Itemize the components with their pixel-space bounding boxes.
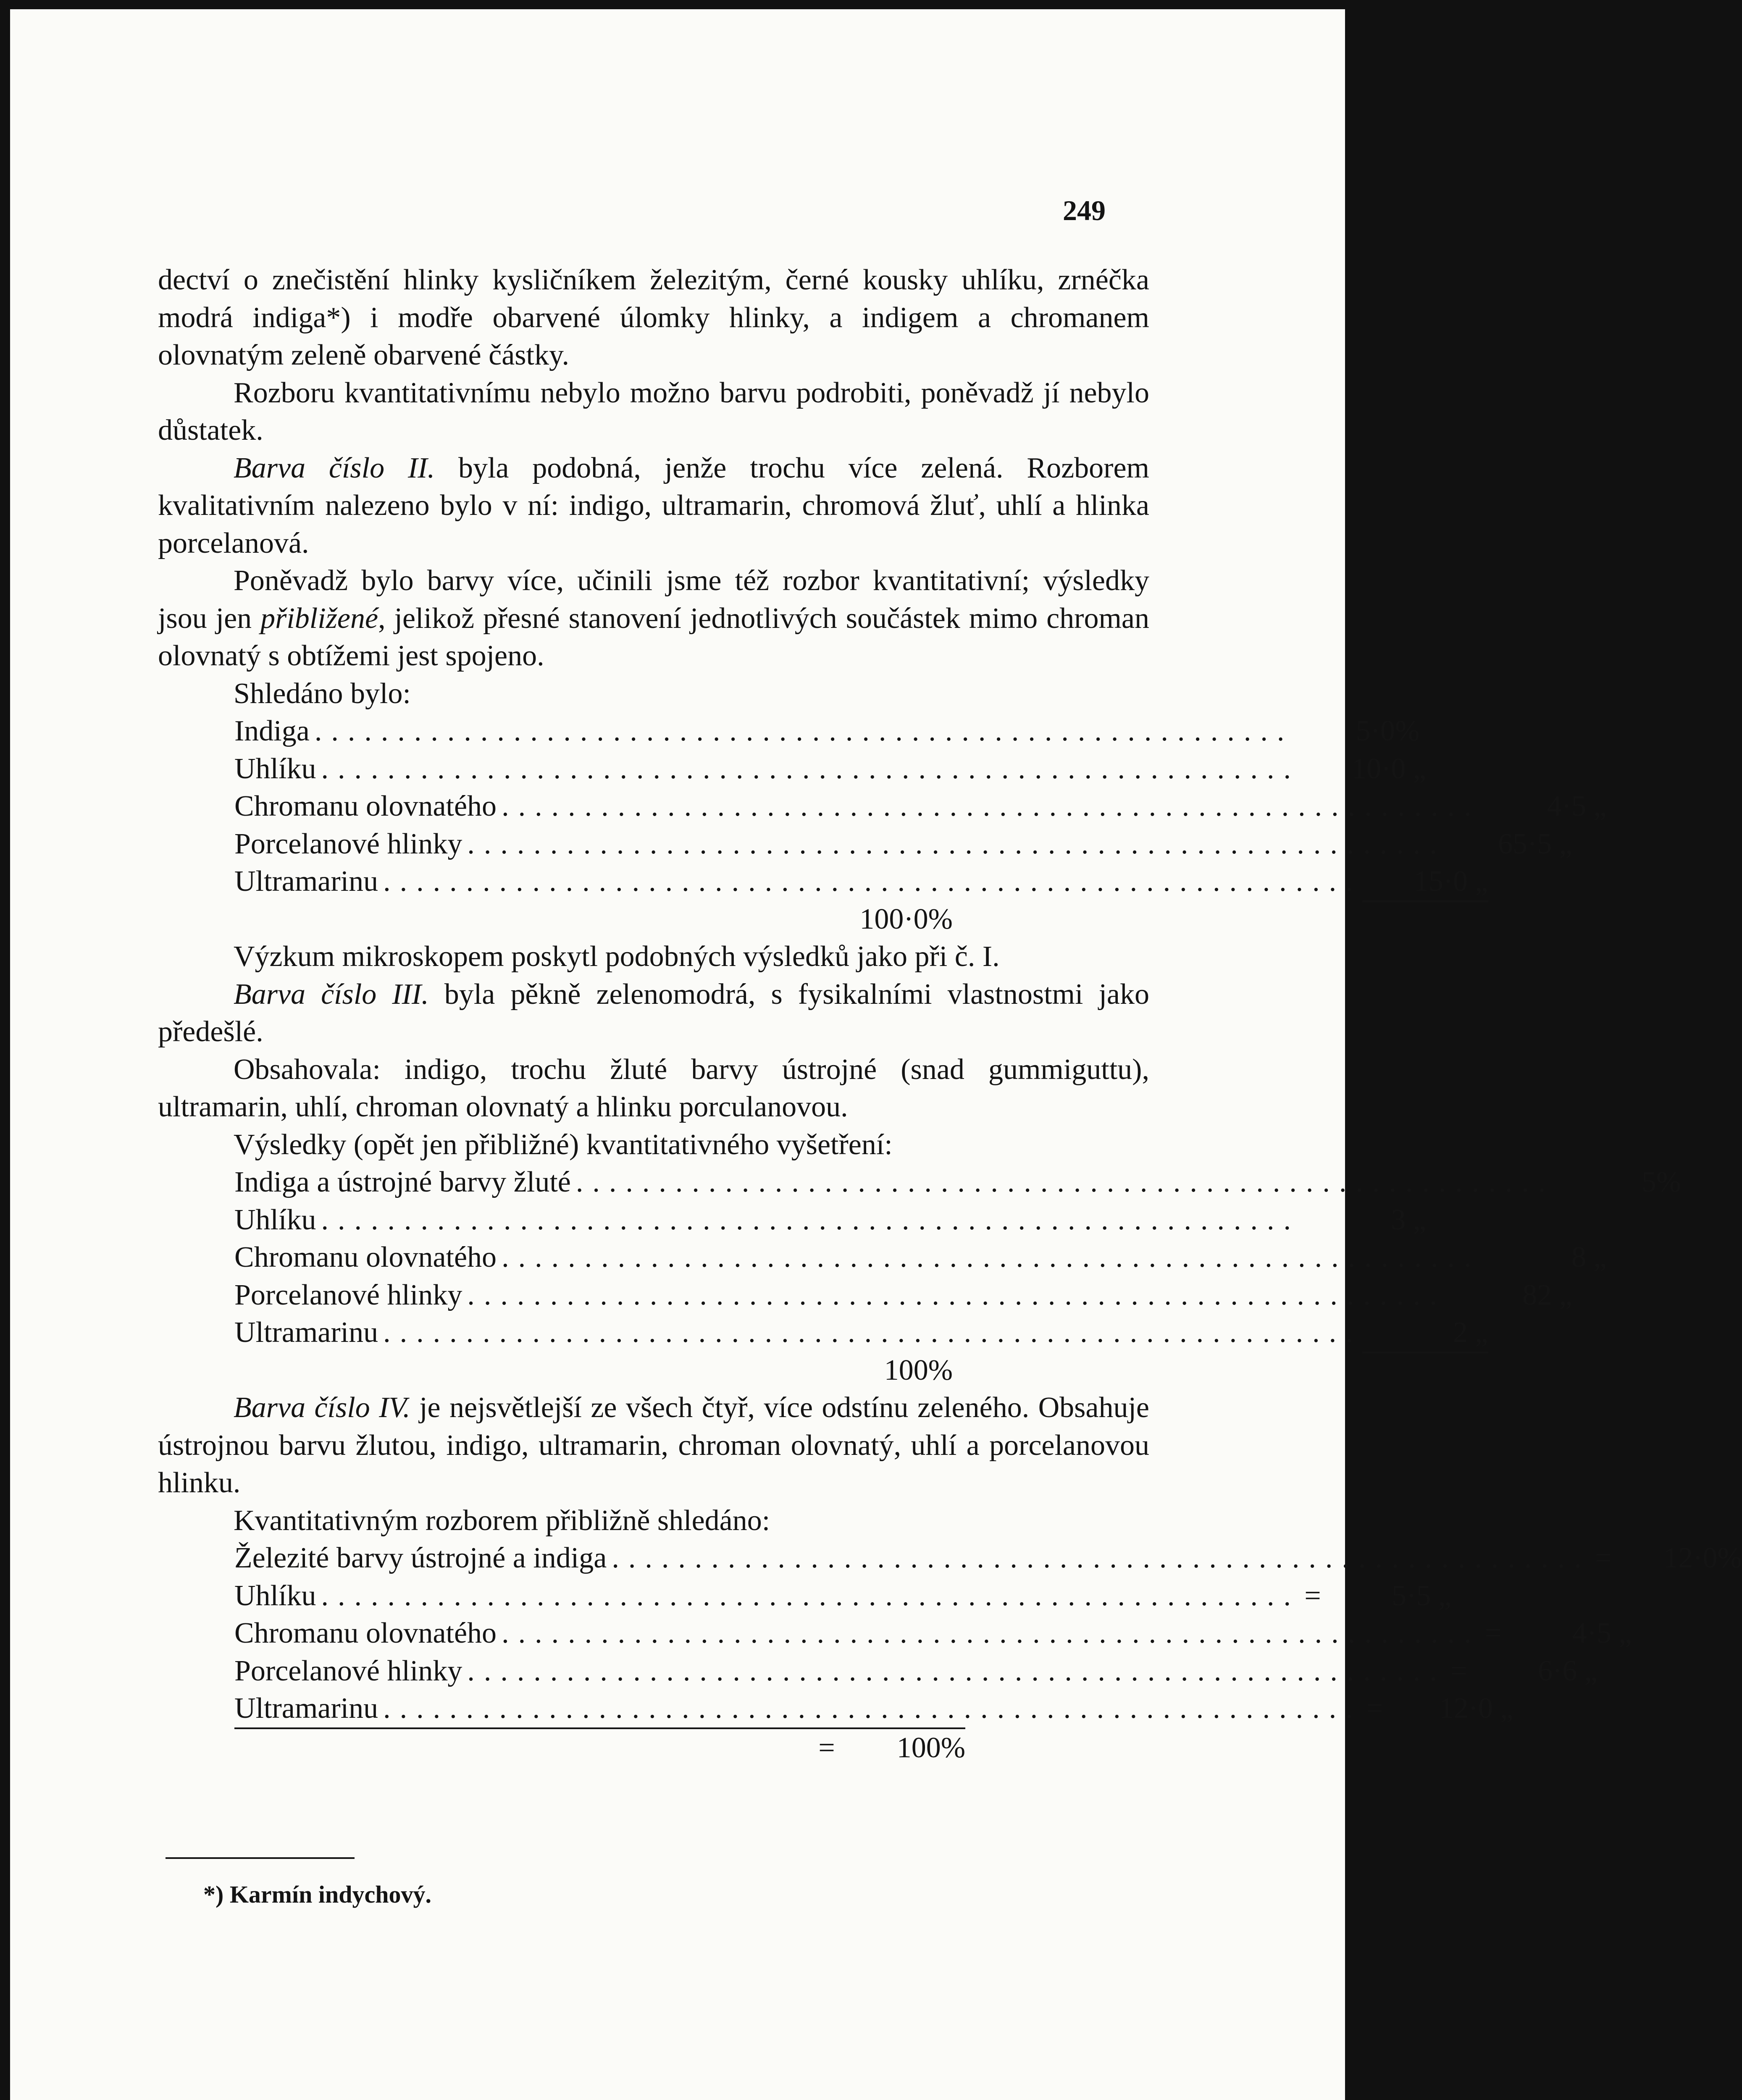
paragraph: dectví o znečistění hlinky kysličníkem železitým, černé kousky uhlíku, zrnéčka modrá indiga*) i modře obarvené úlomky hlinky, a indigem a chromanem olovnatým zeleně obarvené částky. (158, 264, 1149, 371)
composition-table-1 (234, 712, 1607, 938)
paragraph: Barva číslo IV. je nejsvětlejší ze všech čtyř, více odstínu zeleného. Obsahuje ústrojnou barvu žlutou, indigo, ultramarin, chroman olovnatý, uhlí a porcelanovou hlinku. (158, 1391, 1149, 1499)
paragraph: Obsahovala: indigo, trochu žluté barvy ústrojné (snad gummiguttu), ultramarin, uhlí, chroman olovnatý a hlinku porculanovou. (158, 1053, 1149, 1123)
paragraph: Rozboru kvantitativnímu nebylo možno barvu podrobiti, poněvadž jí nebylo důstatek. (158, 376, 1149, 446)
page-number: 249 (1063, 194, 1106, 226)
table-row: Železité barvy ústrojné a indiga ........................................................... = 12·0% (234, 1542, 1742, 1574)
body-text (158, 261, 1742, 1767)
footnote-divider (166, 1857, 355, 1859)
footnote: *) Karmín indychový. (203, 1881, 431, 1908)
paragraph: Kvantitativným rozborem přibližně shledáno: (234, 1504, 770, 1537)
section-title: Barva číslo II. (234, 452, 435, 484)
table-row: Chromanu olovnatého ........................................................... 8 „ (234, 1241, 1607, 1273)
page (10, 9, 1742, 2100)
section-title: Barva číslo III. (234, 978, 429, 1011)
paragraph: Výsledky (opět jen přibližné) kvantitativného vyšetření: (234, 1128, 893, 1161)
table-row: Chromanu olovnatého ........................................................... 4·5 „ (234, 790, 1607, 822)
composition-table-3 (234, 1539, 1742, 1767)
paragraph: Barva číslo II. byla podobná, jenže trochu více zelená. Rozborem kvalitativním nalezeno bylo v ní: indigo, ultramarin, chromová žluť, uhlí a hlinka porcelanová. (158, 452, 1149, 559)
table-total: = 100% (818, 1731, 965, 1764)
table-row: Ultramarinu ........................................................... 15·0 „ (234, 863, 953, 900)
table-total: 100% (884, 1354, 953, 1386)
table-row: Uhlíku ........................................................... = 5·5 „ (234, 1579, 1451, 1612)
table-row: Indiga ........................................................... 5·0% (234, 715, 1420, 747)
paragraph: Barva číslo III. byla pěkně zelenomodrá, s fysikalními vlastnostmi jako předešlé. (158, 978, 1149, 1048)
table-row: Indiga a ústrojné barvy žluté ........................................................... 5% (234, 1166, 1681, 1198)
table-row: Uhlíku ........................................................... 3 „ (234, 1203, 1426, 1236)
table-row: Chromanu olovnatého ........................................................... = 4·5 „ (234, 1617, 1632, 1649)
table-row: Ultramarinu ........................................................... 2 „ (234, 1314, 953, 1352)
section-title: Barva číslo IV. (234, 1391, 410, 1424)
paragraph: Poněvadž bylo barvy více, učinili jsme též rozbor kvantitativní; výsledky jsou jen přibližené, jelikož přesné stanovení jednotlivých součástek mimo chroman olovnatý s obtížemi jest spojeno. (158, 564, 1149, 672)
table-row: Porcelanové hlinky ........................................................... 82 „ (234, 1278, 1572, 1311)
table-total: 100·0% (859, 903, 953, 935)
table-row: Uhlíku ........................................................... 10·0 „ (234, 752, 1426, 785)
composition-table-2 (234, 1163, 1681, 1389)
paragraph: Výzkum mikroskopem poskytl podobných výsledků jako při č. I. (234, 940, 1000, 973)
paragraph: Shledáno bylo: (234, 677, 411, 710)
table-row: Porcelanové hlinky ........................................................... = 6·6 „ (234, 1654, 1597, 1687)
table-row: Porcelanové hlinky ........................................................... 65·5 „ (234, 827, 1572, 860)
table-row: Ultramarinu ........................................................... = 12·0 „ (234, 1690, 965, 1729)
